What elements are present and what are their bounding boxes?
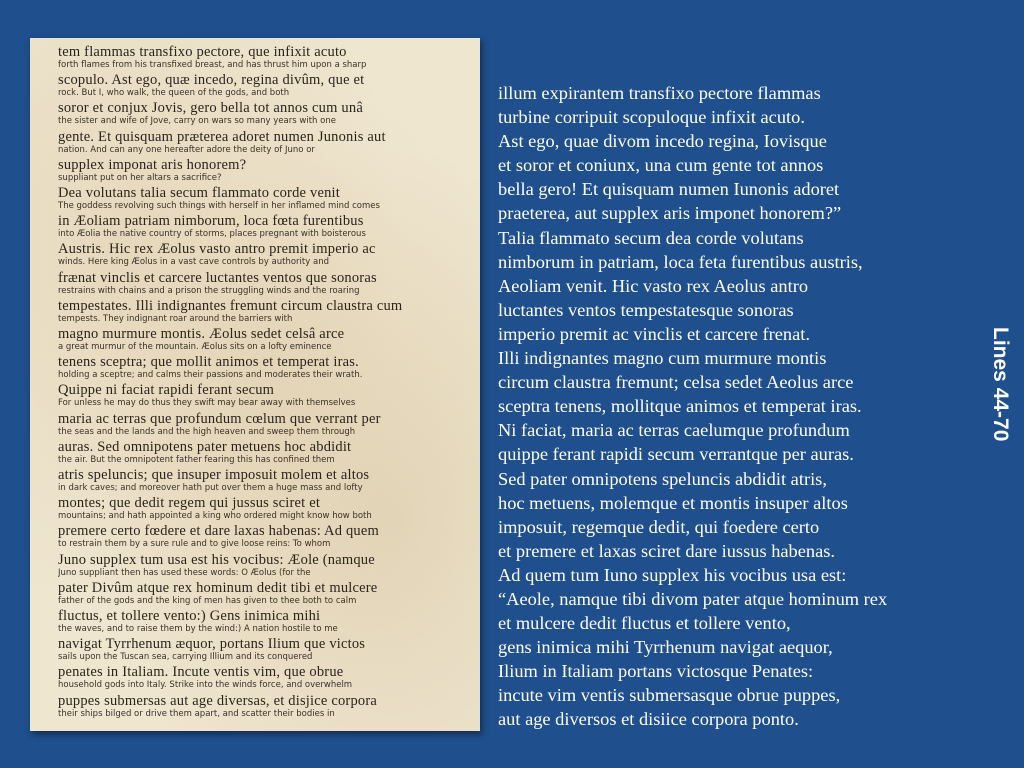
scan-latin-line: premere certo fœdere et dare laxas habenas: Ad quem (58, 523, 379, 540)
text-line: Ilium in Italiam portans victosque Penates: (498, 661, 814, 682)
scan-latin-line: tenens sceptra; que mollit animos et temperat iras. (58, 354, 359, 371)
scan-latin-line: scopulo. Ast ego, quæ incedo, regina divûm, que et (58, 72, 365, 89)
scan-english-line: rock. But I, who walk, the queen of the gods, and both (58, 88, 290, 99)
scan-english-line: the air. But the omnipotent father fearing this has confined them (58, 454, 335, 465)
text-line: Ast ego, quae divom incedo regina, Iovisque (498, 131, 827, 152)
scan-english-line: tempests. They indignant roar around the barriers with (58, 313, 293, 324)
scan-latin-line: auras. Sed omnipotens pater metuens hoc abdidit (58, 438, 352, 455)
scan-latin-line: in Æoliam patriam nimborum, loca fœta furentibus (58, 213, 364, 230)
scan-latin-line: navigat Tyrrhenum æquor, portans Ilium que victos (58, 636, 366, 653)
text-line: et mulcere dedit fluctus et tollere vento, (498, 613, 791, 634)
text-line: et soror et coniunx, una cum gente tot annos (498, 155, 824, 176)
scan-english-line: household gods into Italy. Strike into the winds force, and overwhelm (58, 680, 353, 691)
scan-latin-line: Juno supplex tum usa est his vocibus: Æole (namque (58, 551, 375, 568)
scan-english-line: nation. And can any one hereafter adore the deity of Juno or (58, 144, 315, 155)
scan-latin-line: gente. Et quisquam præterea adoret numen Junonis aut (58, 128, 386, 145)
scan-latin-line: maria ac terras que profundum cœlum que verrant per (58, 410, 381, 427)
text-line: Sed pater omnipotens speluncis abdidit atris, (498, 468, 827, 489)
scan-english-line: into Æolia the native country of storms, places pregnant with boisterous (58, 229, 366, 240)
text-line: incute vim ventis submersasque obrue puppes, (498, 685, 841, 706)
scan-english-line: suppliant put on her altars a sacrifice? (58, 172, 222, 183)
scan-latin-line: Quippe ni faciat rapidi ferant secum (58, 382, 275, 399)
scan-latin-line: Dea volutans talia secum flammato corde venit (58, 185, 340, 201)
scan-latin-line: atris speluncis; que insuper imposuit molem et altos (58, 467, 370, 483)
scan-english-line: the seas and the lands and the high heaven and sweep them through (58, 426, 356, 437)
text-line: Talia flammato secum dea corde volutans (498, 227, 804, 248)
text-line: et premere et laxas sciret dare iussus habenas. (498, 540, 836, 561)
scan-english-line: restrains with chains and a prison the struggling winds and the roaring (58, 285, 360, 296)
scan-english-line: the waves, and to raise them by the wind:) A nation hostile to me (58, 624, 338, 634)
scanned-book-page (30, 38, 480, 731)
text-line: illum expirantem transfixo pectore flammas (498, 83, 821, 103)
scan-latin-line: frænat vinclis et carcere luctantes ventos que sonoras (58, 269, 377, 286)
scan-english-line: mountains; and hath appointed a king who ordered might know how both (58, 511, 372, 522)
scan-latin-line: puppes submersas aut age diversas, et disjice corpora (58, 692, 378, 709)
scan-english-line: in dark caves; and moreover hath put over them a huge mass and lofty (58, 483, 363, 493)
scan-english-line: Juno suppliant then has used these words: O Æolus (for the (58, 567, 311, 578)
scan-latin-line: Austris. Hic rex Æolus vasto antro premit imperio ac (58, 241, 376, 258)
text-line: Illi indignantes magno cum murmure montis (498, 348, 827, 369)
scan-latin-line: penates in Italiam. Incute ventis vim, que obrue (58, 664, 344, 681)
scan-english-line: holding a sceptre; and calms their passions and moderates their wrath. (58, 370, 363, 381)
scan-latin-line: supplex imponat aris honorem? (58, 156, 247, 173)
text-line: bella gero! Et quisquam numen Iunonis adoret (498, 179, 840, 200)
text-line: Ni faciat, maria ac terras caelumque profundum (498, 420, 850, 441)
line-range-label: Lines 44-70 (989, 327, 1012, 442)
scan-english-line: father of the gods and the king of men has given to thee both to calm (58, 595, 357, 606)
scan-english-line: sails upon the Tuscan sea, carrying Illium and its conquered (58, 652, 313, 663)
scan-english-line: For unless he may do thus they swift may bear away with themselves (58, 398, 356, 409)
scan-english-line: to restrain them by a sure rule and to give loose reins: To whom (58, 539, 331, 550)
text-line: “Aeole, namque tibi divom pater atque hominum rex (498, 588, 888, 609)
text-line: hoc metuens, molemque et montis insuper altos (498, 492, 848, 513)
scan-english-line: winds. Here king Æolus in a vast cave controls by authority and (58, 257, 329, 268)
scan-latin-line: tempestates. Illi indignantes fremunt circum claustra cum (58, 297, 403, 314)
scan-latin-line: soror et conjux Jovis, gero bella tot annos cum unâ (58, 100, 363, 117)
text-line: Ad quem tum Iuno supplex his vocibus usa est: (498, 564, 847, 585)
text-line: praeterea, aut supplex aris imponet honorem?” (498, 203, 842, 224)
text-line: turbine corripuit scopuloque infixit acuto. (498, 107, 805, 128)
scan-latin-line: tem flammas transfixo pectore, que infixit acuto (58, 44, 347, 60)
scan-english-line: The goddess revolving such things with herself in her inflamed mind comes (58, 201, 380, 211)
latin-text-panel (498, 81, 978, 732)
text-line: Aeoliam venit. Hic vasto rex Aeolus antro (498, 275, 809, 296)
text-line: nimborum in patriam, loca feta furentibus austris, (498, 251, 863, 272)
scan-english-line: their ships bilged or drive them apart, and scatter their bodies in (58, 708, 335, 719)
text-line: imposuit, regemque dedit, qui foedere certo (498, 516, 820, 537)
text-line: imperio premit ac vinclis et carcere frenat. (498, 323, 810, 344)
text-line: luctantes ventos tempestatesque sonoras (498, 299, 794, 320)
scan-english-line: forth flames from his transfixed breast, and has thrust him upon a sharp (58, 60, 367, 70)
scan-latin-line: montes; que dedit regem qui jussus sciret et (58, 495, 321, 512)
scan-english-line: the sister and wife of Jove, carry on wars so many years with one (58, 116, 336, 127)
scan-latin-line: pater Divûm atque rex hominum dedit tibi et mulcere (58, 579, 378, 596)
text-line: quippe ferant rapidi secum verrantque per auras. (498, 444, 854, 465)
scan-latin-line: fluctus, et tollere vento:) Gens inimica mihi (58, 608, 321, 624)
text-line: gens inimica mihi Tyrrhenum navigat aequor, (498, 637, 833, 658)
text-line: aut age diversos et disiice corpora ponto. (498, 709, 799, 730)
scan-english-line: a great murmur of the mountain. Æolus sits on a lofty eminence (58, 342, 332, 352)
scan-latin-line: magno murmure montis. Æolus sedet celsâ arce (58, 326, 345, 342)
text-line: circum claustra fremunt; celsa sedet Aeolus arce (498, 372, 854, 393)
text-line: sceptra tenens, mollitque animos et temperat iras. (498, 396, 862, 417)
